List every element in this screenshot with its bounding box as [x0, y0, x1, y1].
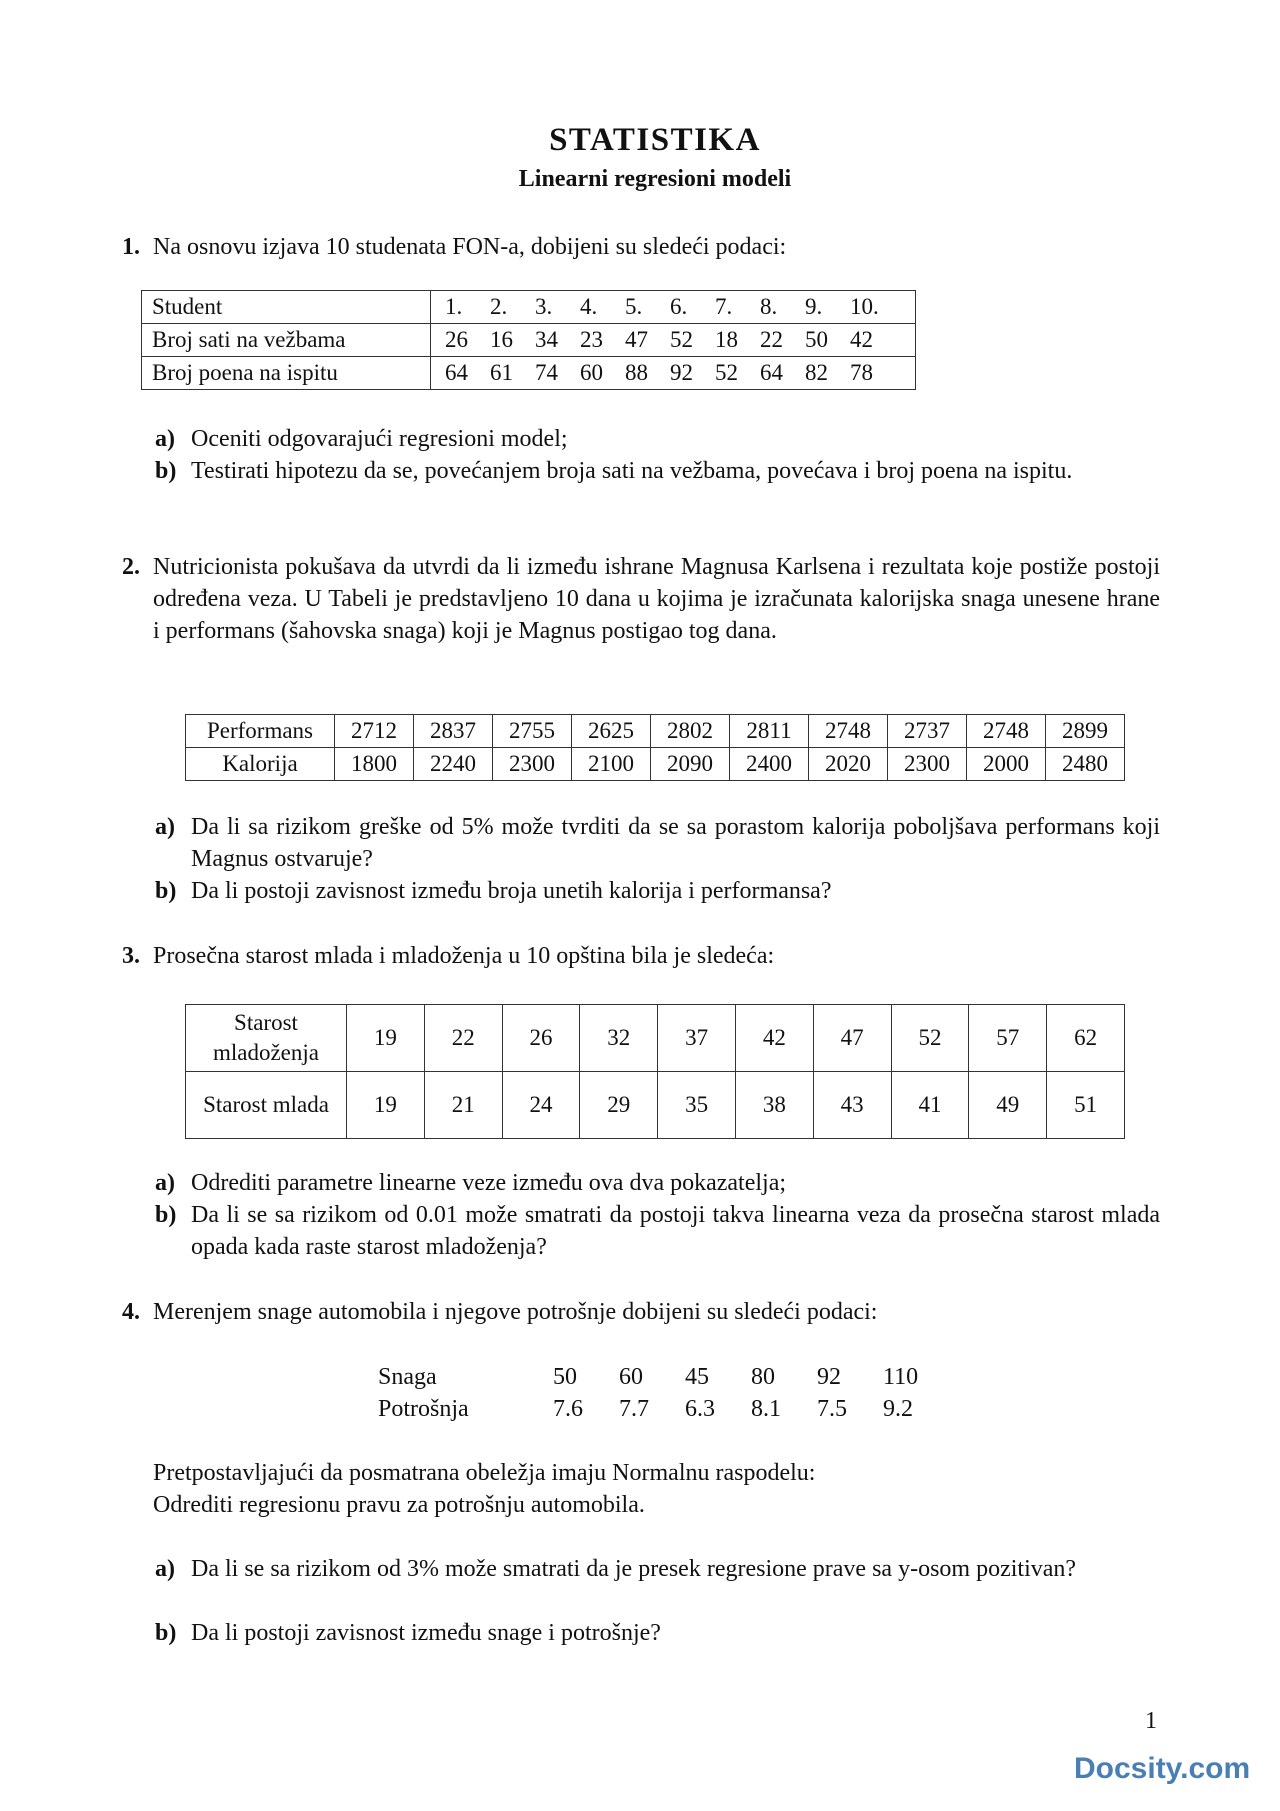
table-row: Kalorija 1800 2240 2300 2100 2090 2400 2020 2300 2000 2480 — [186, 748, 1125, 781]
subquestion-3b: b) Da li se sa rizikom od 0.01 može smatrati da postoji takva linearna veza da prosečna starost mlada opada kada raste starost mladoženja? — [155, 1202, 1160, 1260]
task-text: Odrediti regresionu pravu za potrošnju automobila. — [153, 1492, 645, 1518]
car-data-table — [378, 1361, 949, 1425]
question-number: 1. — [122, 234, 140, 260]
table-row: Potrošnja 7.6 7.7 6.3 8.1 7.5 9.2 — [378, 1396, 913, 1422]
question-text: Na osnovu izjava 10 studenata FON-a, dobijeni su sledeći podaci: — [153, 234, 787, 260]
age-table — [185, 1004, 1125, 1139]
question-4 — [122, 1296, 1160, 1328]
row-label: Broj poena na ispitu — [142, 357, 431, 390]
table-row — [142, 357, 916, 390]
table-row: Performans 2712 2837 2755 2625 2802 2811 2748 2737 2748 2899 — [186, 715, 1125, 748]
row-values: 26 16 34 23 47 52 18 22 50 42 — [431, 324, 916, 357]
row-label: Student — [142, 291, 431, 324]
question-text: Merenjem snage automobila i njegove potrošnje dobijeni su sledeći podaci: — [153, 1299, 878, 1325]
subquestion-1b: b) Testirati hipotezu da se, povećanjem broja sati na vežbama, povećava i broj poena na ispitu. — [155, 458, 1073, 484]
page-title: STATISTIKA — [549, 122, 761, 158]
row-values: 1. 2. 3. 4. 5. 6. 7. 8. 9. 10. — [431, 291, 916, 324]
question-number: 4. — [122, 1299, 140, 1325]
assumption-text: Pretpostavljajući da posmatrana obeležja imaju Normalnu raspodelu: — [153, 1460, 816, 1486]
table-row: Starost mladoženja 19 22 26 32 37 42 47 52 57 62 — [186, 1005, 1125, 1072]
subquestion-1a: a) Oceniti odgovarajući regresioni model; — [155, 426, 568, 452]
subquestion-4b: b) Da li postoji zavisnost između snage i potrošnje? — [155, 1620, 661, 1646]
table-row — [142, 291, 916, 324]
question-text: Prosečna starost mlada i mladoženja u 10 opština bila je sledeća: — [153, 943, 775, 969]
question-number: 3. — [122, 943, 140, 969]
question-3 — [122, 940, 1160, 972]
page-subtitle: Linearni regresioni modeli — [518, 166, 792, 192]
subquestion-2a: a) Da li sa rizikom greške od 5% može tvrditi da se sa porastom kalorija poboljšava performans koji Magnus ostvaruje? — [155, 814, 1160, 872]
students-table — [141, 290, 916, 390]
question-1 — [122, 231, 1160, 263]
performance-calories-table — [185, 714, 1125, 781]
row-values: 64 61 74 60 88 92 52 64 82 78 — [431, 357, 916, 390]
question-text: Nutricionista pokušava da utvrdi da li između ishrane Magnusa Karlsena i rezultata koje postiže postoji određena veza. U Tabeli je predstavljeno 10 dana u kojima je izračunata kalorijska snaga unesene hrane i performans (šahovska snaga) koji je Magnus postigao tog dana. — [153, 554, 1160, 644]
question-2 — [122, 551, 1160, 647]
row-label: Broj sati na vežbama — [142, 324, 431, 357]
watermark-logo[interactable]: Docsity.com — [1074, 1752, 1251, 1785]
table-row: Snaga 50 60 45 80 92 110 — [378, 1364, 919, 1390]
subquestion-4a: a) Da li se sa rizikom od 3% može smatrati da je presek regresione prave sa y-osom pozitivan? — [155, 1556, 1077, 1582]
table-row — [142, 324, 916, 357]
subquestion-3a: a) Odrediti parametre linearne veze između ova dva pokazatelja; — [155, 1170, 787, 1196]
question-number: 2. — [122, 554, 140, 580]
table-row: Starost mlada 19 21 24 29 35 38 43 41 49 51 — [186, 1072, 1125, 1139]
subquestion-2b: b) Da li postoji zavisnost između broja unetih kalorija i performansa? — [155, 878, 832, 904]
page-number: 1 — [1145, 1708, 1157, 1734]
